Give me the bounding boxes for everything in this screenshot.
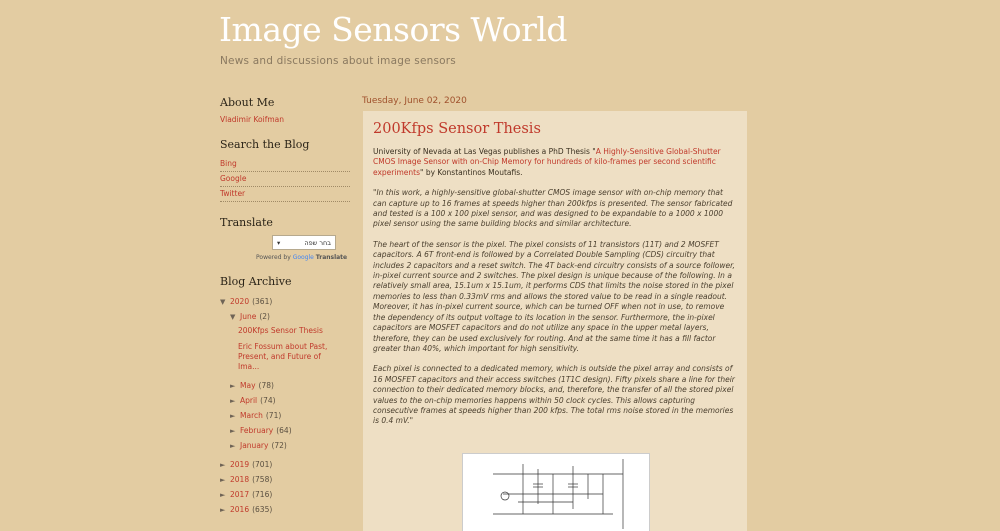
search-widget xyxy=(220,138,350,202)
archive-year-label[interactable]: 2019 xyxy=(230,460,250,469)
triangle-right-icon[interactable]: ► xyxy=(220,505,226,514)
archive-year-label[interactable]: 2018 xyxy=(230,475,250,484)
archive-month[interactable] xyxy=(230,408,350,423)
quote-paragraph xyxy=(373,240,737,354)
archive-count: (635) xyxy=(252,505,273,514)
google-link[interactable]: Google xyxy=(220,172,350,187)
archive-year-label[interactable]: 2017 xyxy=(230,490,250,499)
triangle-down-icon[interactable]: ▼ xyxy=(220,297,226,306)
archive-month-june[interactable] xyxy=(230,309,350,324)
thesis-link[interactable]: A Highly-Sensitive Global-Shutter CMOS Image Sensor with on-Chip Memory for hundreds of kilo-frames per second scientific experiments xyxy=(373,147,721,177)
archive-count: (71) xyxy=(265,411,282,420)
archive-year-label[interactable]: 2016 xyxy=(230,505,250,514)
intro-text: University of Nevada at Las Vegas publishes a PhD Thesis " xyxy=(373,147,596,156)
quote-text: Each pixel is connected to a dedicated memory, which is outside the pixel array and consists of 16 MOSFET capacitors and their access switches (1T1C design). Fifty pixels share a line for their connection to their dedicated memory blocks, and, therefore, the transfer of all the stored pixel values to the on-chip memories happens within 50 clock cycles. This allows capturing consecutive frames at speeds higher than 200 kfps. The total rms noise stored in the memories is 0.4 mV." xyxy=(373,364,735,426)
search-title: Search the Blog xyxy=(220,138,310,151)
chevron-down-icon: ▾ xyxy=(277,238,281,247)
quote-text: The heart of the sensor is the pixel. The pixel consists of 11 transistors (11T) and 2 MOSFET capacitors. A 6T front-end is followed by a Correlated Double Sampling (CDS) circuitry that includes 2 capacitors and a reset switch. The 4T back-end circuitry consists of a source follower, in-pixel current source and 2 switches. The pixel design is unique because of the following. In a relatively small area, 15.1um x 15.1um, it performs CDS that limits the noise stored in the pixel memories to less than 0.33mV rms and allows the stored value to be read in a single readout. Moreover, it has in-pixel current source, which can be turned OFF when not in use, to remove the dependency of its output voltage to its location in the sensor. Furthermore, the in-pixel capacitors are MOSFET capacitors and do not utilize any space in the upper metal layers, therefore, they can be used exclusively for routing. And at the same time it has a fill factor greater than 40%, which important for high sensitivity. xyxy=(373,239,735,353)
archive-month-label[interactable]: March xyxy=(240,411,263,420)
archive-year[interactable] xyxy=(220,472,350,487)
archive-count: (74) xyxy=(260,396,276,405)
triangle-right-icon[interactable]: ► xyxy=(230,411,236,420)
triangle-right-icon[interactable]: ► xyxy=(220,475,226,484)
post-intro xyxy=(373,147,737,178)
language-select[interactable] xyxy=(272,235,336,250)
about-me-title: About Me xyxy=(220,96,275,109)
post-date: Tuesday, June 02, 2020 xyxy=(362,96,467,106)
archive-month[interactable] xyxy=(230,423,350,438)
archive-widget xyxy=(220,275,350,517)
circuit-diagram-icon xyxy=(463,454,649,531)
post-body xyxy=(363,147,747,427)
archive-month[interactable] xyxy=(230,378,350,393)
archive-count: (72) xyxy=(271,441,287,450)
translate-label: Translate xyxy=(315,254,348,261)
triangle-down-icon[interactable]: ▼ xyxy=(230,312,236,321)
archive-count: (758) xyxy=(252,475,273,484)
author-link[interactable]: Vladimir Koifman xyxy=(220,115,285,124)
intro-text: " by Konstantinos Moutafis. xyxy=(420,167,523,177)
archive-year-label[interactable]: 2020 xyxy=(230,297,250,306)
quote-paragraph xyxy=(373,188,737,230)
triangle-right-icon[interactable]: ► xyxy=(230,441,236,450)
powered-by-label: Powered by xyxy=(256,254,291,261)
archive-post-link[interactable]: 200Kfps Sensor Thesis xyxy=(238,326,323,335)
language-select-value: בחר שפה xyxy=(304,238,331,247)
archive-year-2020[interactable] xyxy=(220,294,350,309)
archive-month-label[interactable]: May xyxy=(240,381,256,390)
translate-widget xyxy=(220,216,350,261)
archive-count: (716) xyxy=(252,490,273,499)
archive-post-link[interactable]: Eric Fossum about Past, Present, and Future of Ima... xyxy=(238,342,328,371)
triangle-right-icon[interactable]: ► xyxy=(230,396,236,405)
archive-month-label[interactable]: April xyxy=(240,396,258,405)
archive-month[interactable] xyxy=(230,438,350,453)
triangle-right-icon[interactable]: ► xyxy=(230,426,236,435)
powered-by-google[interactable] xyxy=(256,254,350,261)
triangle-right-icon[interactable]: ► xyxy=(220,460,226,469)
triangle-right-icon[interactable]: ► xyxy=(220,490,226,499)
archive-count: (78) xyxy=(258,381,274,390)
archive-title: Blog Archive xyxy=(220,275,292,288)
archive-month-label[interactable]: February xyxy=(240,426,274,435)
archive-year[interactable] xyxy=(220,457,350,472)
bing-link[interactable]: Bing xyxy=(220,157,350,172)
post-title[interactable]: 200Kfps Sensor Thesis xyxy=(373,121,541,137)
quote-text: "In this work, a highly-sensitive global-shutter CMOS image sensor with on-chip memory that can capture up to 16 frames at speeds higher than 200kfps is presented. The sensor fabricated and tested is a 100 x 100 pixel sensor, and was designed to be expandable to a 1000 x 1000 pixel sensor using the same building blocks and similar architecture. xyxy=(373,188,733,229)
post xyxy=(363,111,747,531)
blog-title[interactable]: Image Sensors World xyxy=(219,10,568,49)
sidebar xyxy=(220,96,350,531)
archive-count: (361) xyxy=(252,297,273,306)
blog-description: News and discussions about image sensors xyxy=(220,55,456,67)
archive-count: (2) xyxy=(259,312,270,321)
archive-month-label[interactable]: January xyxy=(240,441,269,450)
about-me-widget xyxy=(220,96,350,124)
archive-count: (701) xyxy=(252,460,273,469)
archive-year[interactable] xyxy=(220,487,350,502)
twitter-link[interactable]: Twitter xyxy=(220,187,350,202)
translate-title: Translate xyxy=(220,216,273,229)
quote-paragraph xyxy=(373,364,737,426)
triangle-right-icon[interactable]: ► xyxy=(230,381,236,390)
google-logo-icon: Google xyxy=(292,254,314,261)
archive-count: (64) xyxy=(276,426,292,435)
archive-month[interactable] xyxy=(230,393,350,408)
pixel-schematic-image[interactable] xyxy=(462,453,650,531)
archive-month-label[interactable]: June xyxy=(240,312,257,321)
